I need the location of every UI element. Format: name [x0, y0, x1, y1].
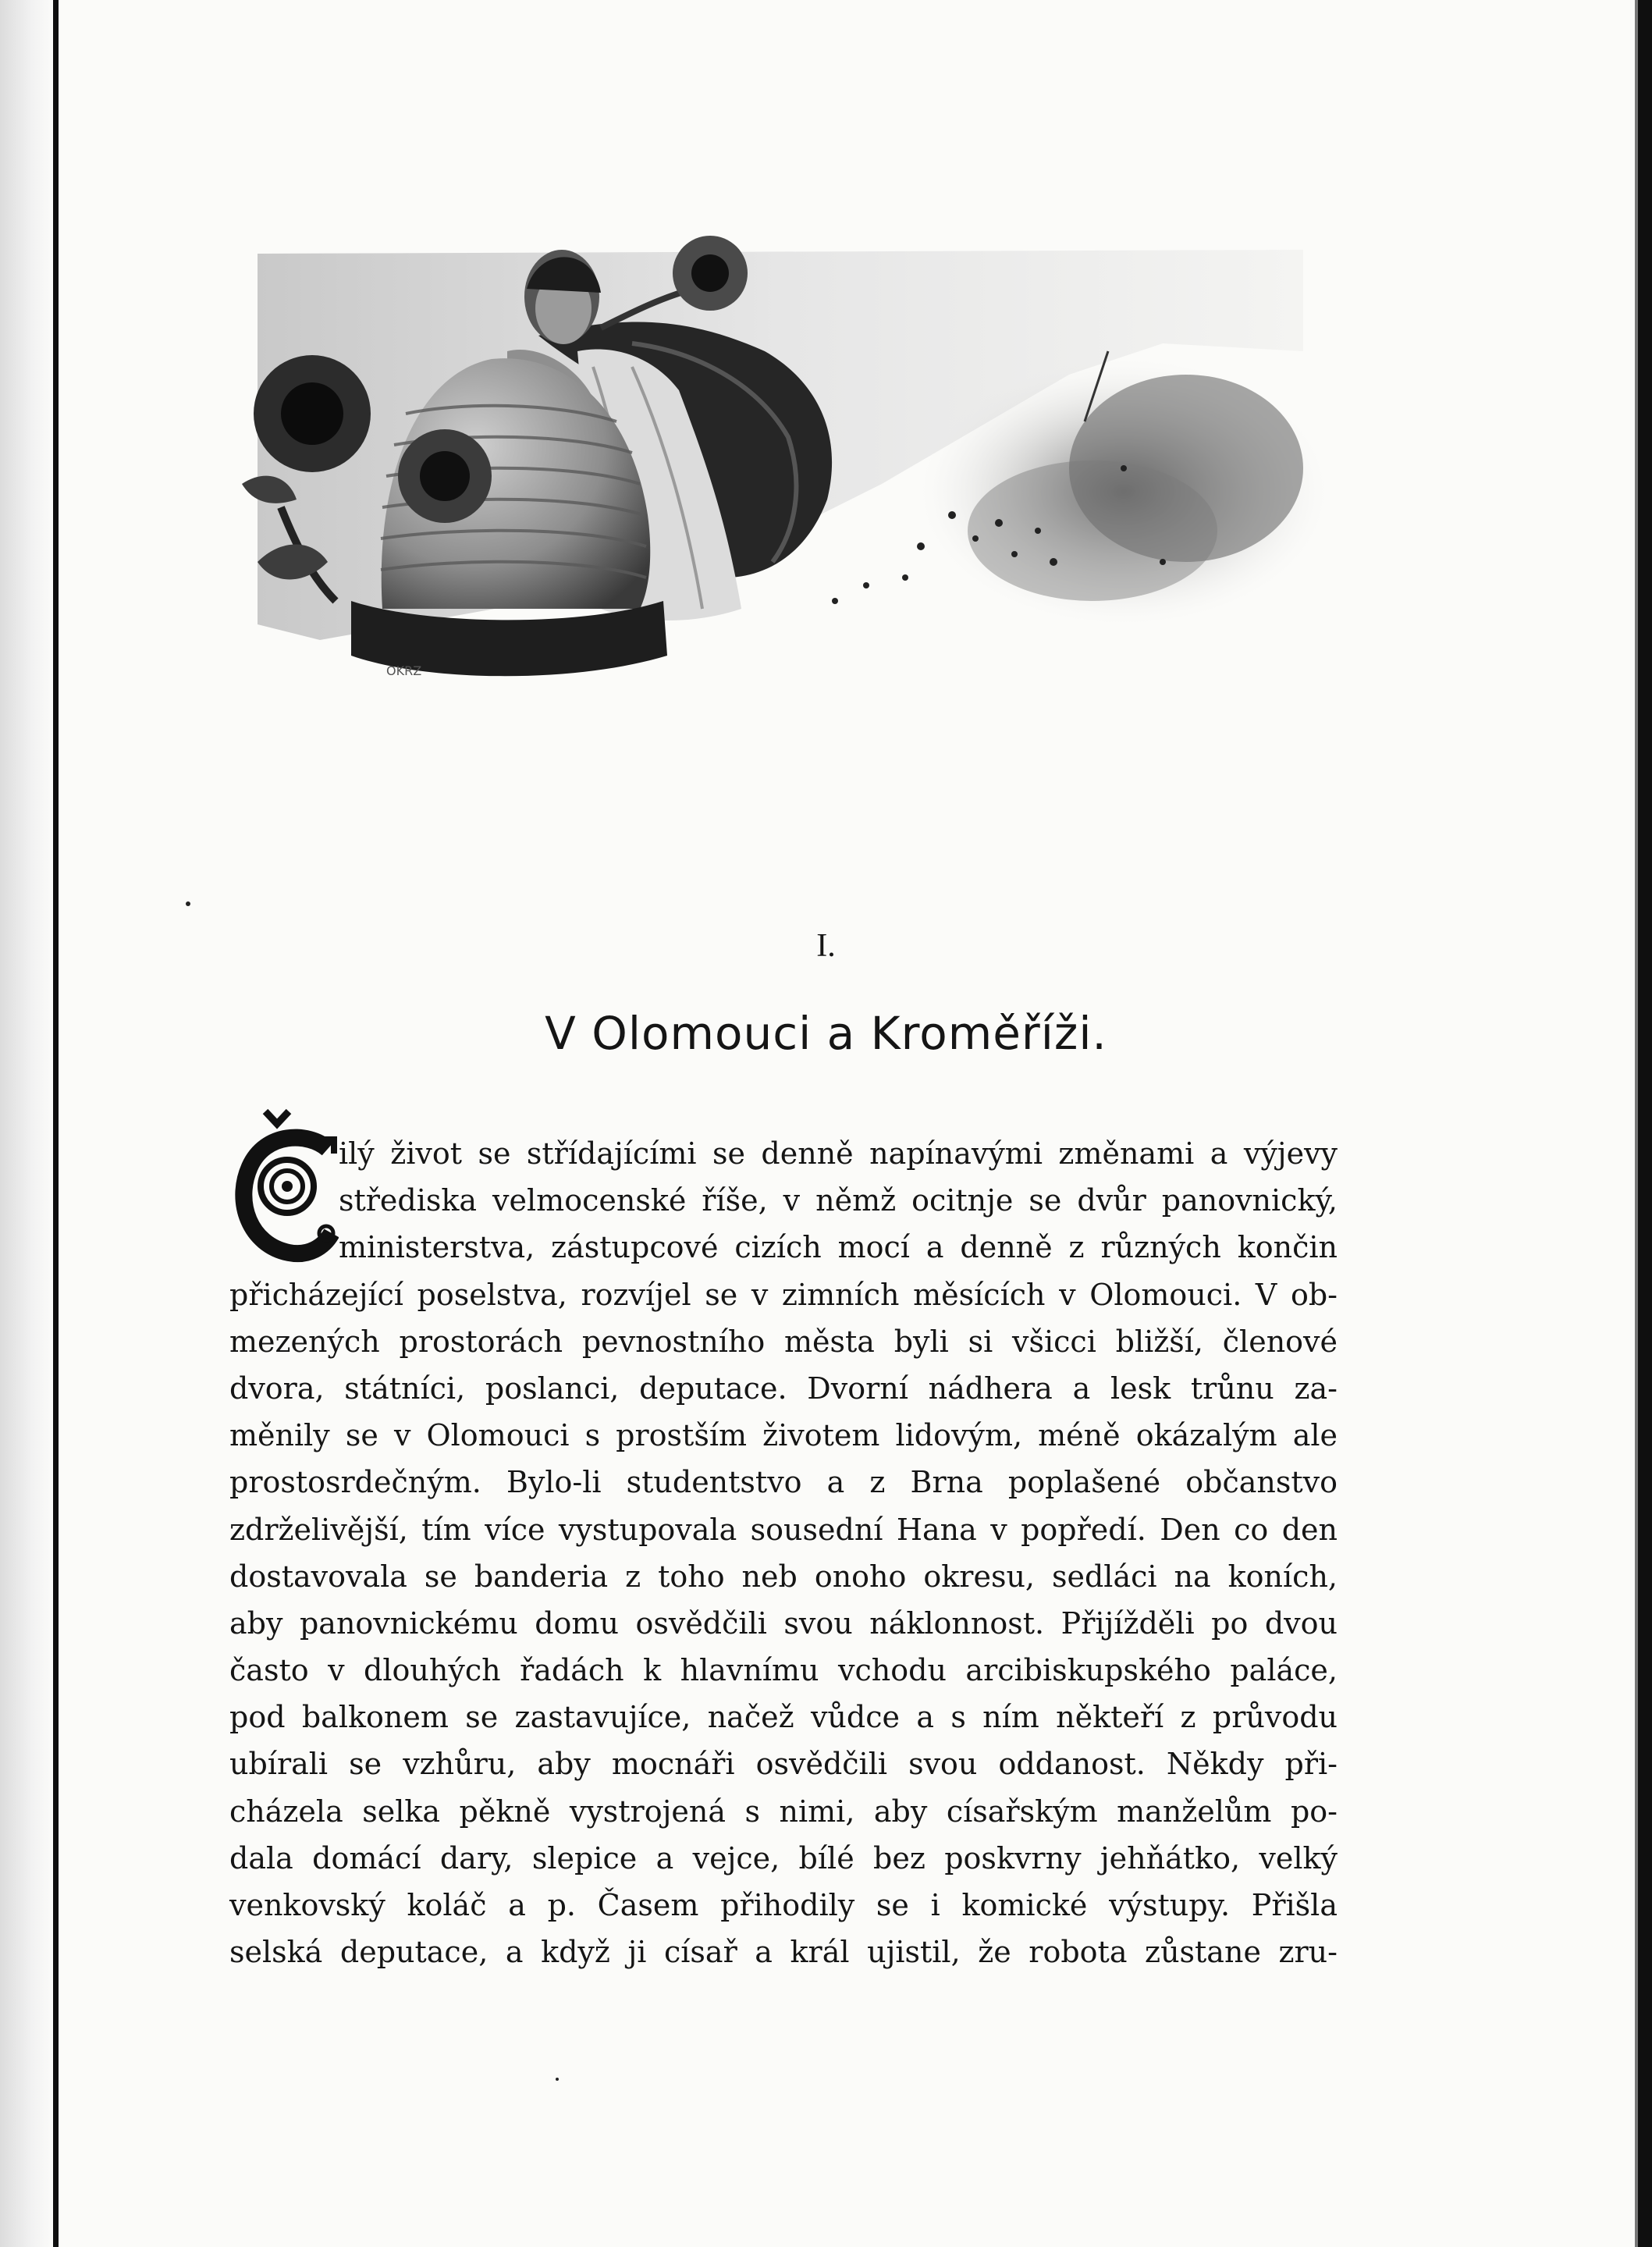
page-edge-right — [1638, 0, 1652, 2247]
text-line: selská deputace, a když ji císař a král ujistil, že robota zůstane zru- — [229, 1935, 1338, 1970]
text-line: střediska velmocenské říše, v němž ocitnje se dvůr panovnický, — [339, 1183, 1338, 1218]
chapter-title: V Olomouci a Kroměříži. — [545, 1007, 1107, 1060]
stray-mark — [186, 901, 190, 906]
woman-with-beehive-and-sunflowers-illustration — [226, 234, 1366, 710]
stray-mark — [556, 2078, 559, 2081]
text-line: ministerstva, zástupcové cizích mocí a denně z různých končin — [339, 1230, 1338, 1265]
text-line: venkovský koláč a p. Časem přihodily se i komické výstupy. Přišla — [229, 1888, 1338, 1922]
text-line: pod balkonem se zastavujíce, načež vůdce a s ním někteří z průvodu — [229, 1700, 1338, 1735]
page-edge-left — [0, 0, 59, 2247]
text-line: aby panovnickému domu osvědčili svou náklonnost. Přijížděli po dvou — [229, 1605, 1338, 1641]
text-line: přicházející poselstva, rozvíjel se v zimních měsících v Olomouci. V ob- — [229, 1277, 1338, 1312]
chapter-body-paragraph — [229, 1130, 1338, 1975]
text-line: dostavovala se banderia z toho neb onoho okresu, sedláci na koních, — [229, 1559, 1338, 1594]
illustration-signature: OKRZ — [386, 663, 422, 678]
chapter-number: I. — [816, 928, 836, 964]
text-line: ilý život se střídajícími se denně napínavými změnami a výjevy — [339, 1136, 1338, 1171]
text-line: ubírali se vzhůru, aby mocnáři osvědčili svou oddanost. Někdy při- — [229, 1747, 1338, 1782]
text-line: prostosrdečným. Bylo-li studentstvo a z Brna poplašené občanstvo — [229, 1465, 1338, 1500]
text-line: často v dlouhých řadách k hlavnímu vchodu arcibiskupského paláce, — [229, 1653, 1338, 1688]
text-line: dvora, státníci, poslanci, deputace. Dvorní nádhera a lesk trůnu za- — [229, 1371, 1338, 1406]
text-line: dala domácí dary, slepice a vejce, bílé bez poskvrny jehňátko, velký — [229, 1840, 1338, 1875]
text-line: mezených prostorách pevnostního města byli si všicci bližší, členové — [229, 1324, 1338, 1359]
text-line: zdrželivější, tím více vystupovala sousední Hana v popředí. Den co den — [229, 1512, 1338, 1547]
text-line: měnily se v Olomouci s prostším životem lidovým, méně okázalým ale — [229, 1418, 1338, 1453]
text-line: cházela selka pěkně vystrojená s nimi, aby císařským manželům po- — [229, 1794, 1338, 1829]
